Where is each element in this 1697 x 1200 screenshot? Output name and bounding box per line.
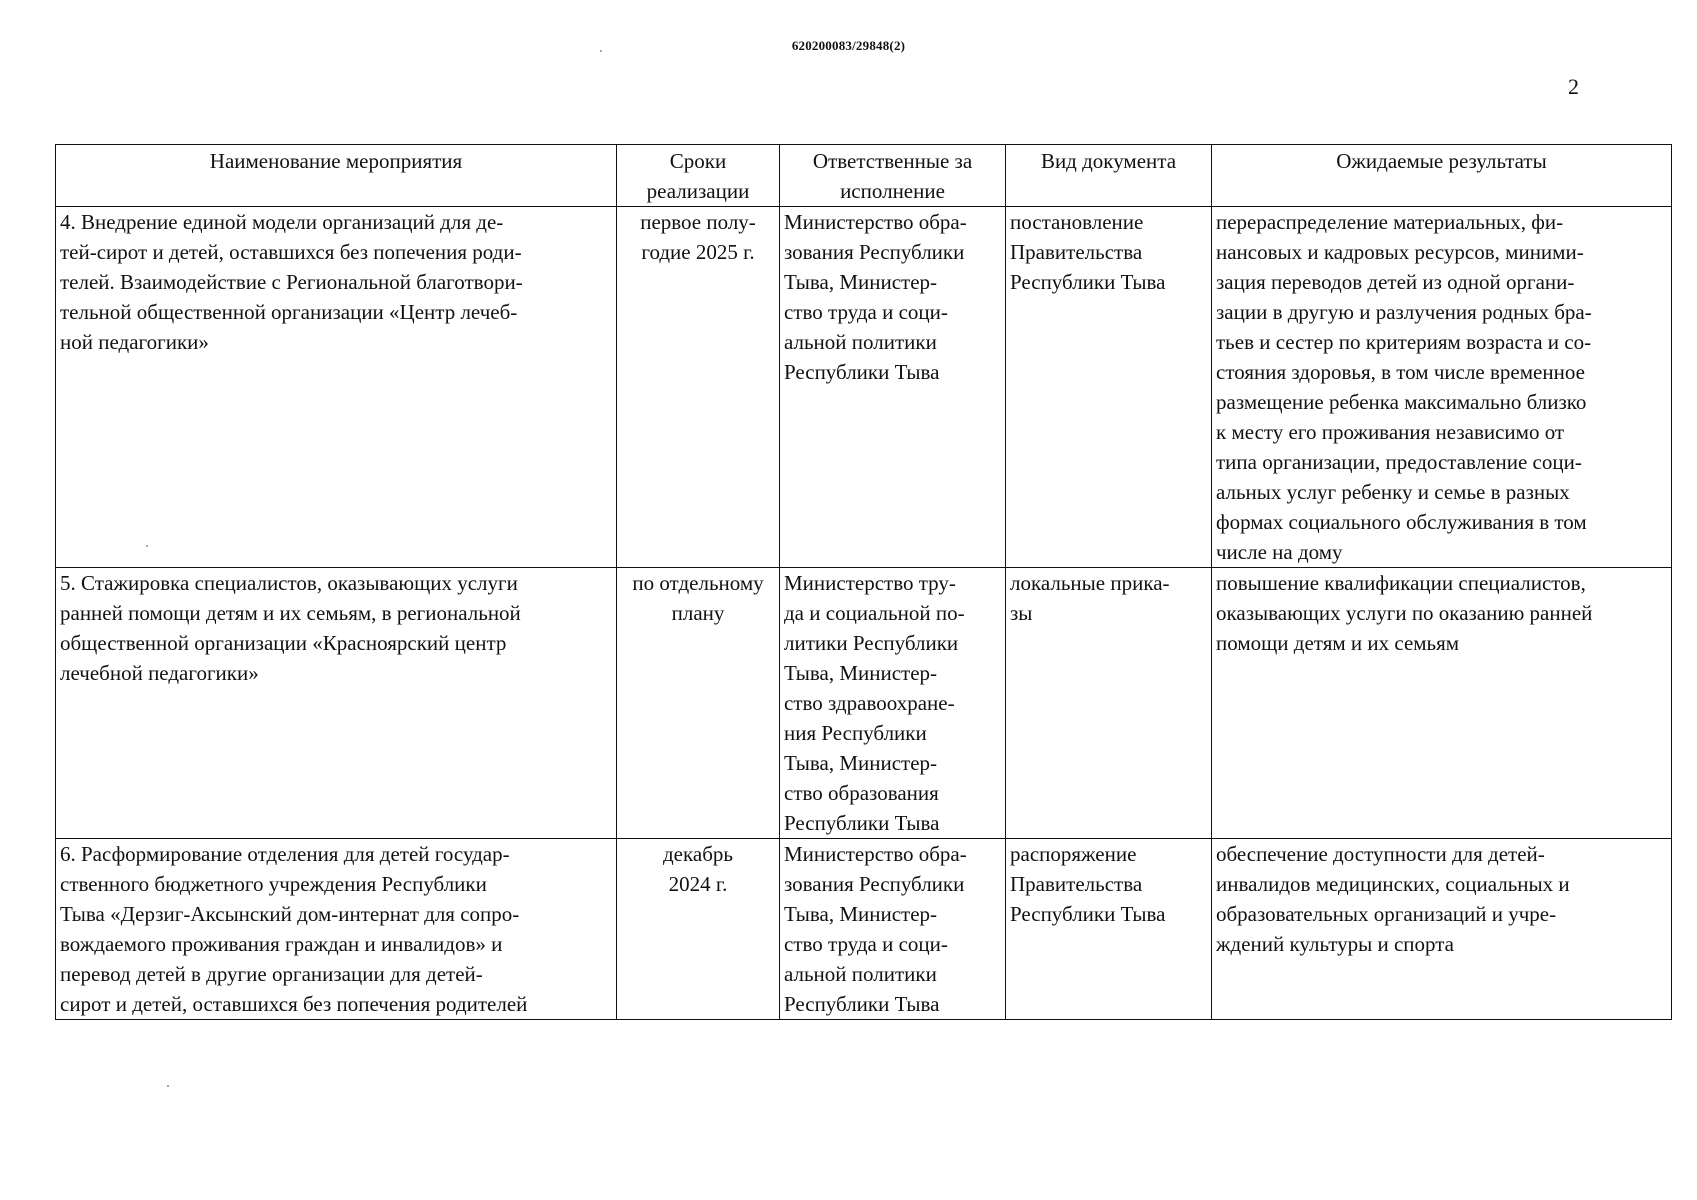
cell-text-line: Тыва, Министер- [784, 902, 938, 926]
cell-text-line: альной политики [784, 962, 937, 986]
cell-text-line: зования Республики [784, 240, 965, 264]
cell-text-line: лечебной педагогики» [60, 661, 259, 685]
cell-text-line: зации в другую и разлучения родных бра- [1216, 300, 1592, 324]
cell-text-line: 5. Стажировка специалистов, оказывающих услуги [60, 571, 518, 595]
results-cell [1212, 839, 1672, 1020]
cell-text-line: тей-сирот и детей, оставшихся без попечения роди- [60, 240, 522, 264]
cell-text-line: Ожидаемые результаты [1336, 149, 1547, 173]
cell-text-line: альных услуг ребенку и семье в разных [1216, 480, 1570, 504]
cell-text-line: ной педагогики» [60, 330, 209, 354]
cell-text-line: исполнение [840, 179, 945, 203]
results-cell [1212, 568, 1672, 839]
cell-text-line: литики Республики [784, 631, 959, 655]
cell-text-line: Республики Тыва [784, 811, 940, 835]
header-event [56, 145, 617, 207]
cell-text-line: ственного бюджетного учреждения Республики [60, 872, 487, 896]
cell-text-line: альной политики [784, 330, 937, 354]
cell-text-line: ждений культуры и спорта [1216, 932, 1455, 956]
header-doc-type [1006, 145, 1212, 207]
cell-text-line: Правительства [1010, 240, 1143, 264]
cell-text-line: формах социального обслуживания в том [1216, 510, 1587, 534]
cell-text-line: да и социальной по- [784, 601, 965, 625]
header-results [1212, 145, 1672, 207]
cell-text-line: Тыва, Министер- [784, 270, 938, 294]
cell-text-line: Министерство обра- [784, 210, 967, 234]
event-cell [56, 839, 617, 1020]
cell-text-line: 4. Внедрение единой модели организаций для де- [60, 210, 504, 234]
table-row [56, 568, 1672, 839]
scan-speck [167, 1085, 169, 1087]
cell-text-line: ство образования [784, 781, 939, 805]
cell-text-line: Республики Тыва [784, 992, 940, 1016]
table-body [56, 207, 1672, 1020]
cell-text-line: размещение ребенка максимально близко [1216, 390, 1587, 414]
table-row [56, 839, 1672, 1020]
cell-text-line: вождаемого проживания граждан и инвалидов» и [60, 932, 503, 956]
cell-text-line: повышение квалификации специалистов, [1216, 571, 1586, 595]
cell-text-line: Республики Тыва [1010, 902, 1166, 926]
cell-text-line: первое полу- [640, 210, 756, 234]
cell-text-line: реализации [646, 179, 750, 203]
cell-text-line: Вид документа [1040, 149, 1177, 173]
cell-text-line: общественной организации «Красноярский центр [60, 631, 507, 655]
cell-text-line: Тыва, Министер- [784, 751, 938, 775]
cell-text-line: ство здравоохране- [784, 691, 955, 715]
cell-text-line: стояния здоровья, в том числе временное [1216, 360, 1585, 384]
deadline-cell [617, 839, 780, 1020]
cell-text-line: тьев и сестер по критериям возраста и со- [1216, 330, 1592, 354]
doc-type-cell [1006, 568, 1212, 839]
event-cell [56, 568, 617, 839]
cell-text-line: ранней помощи детям и их семьям, в региональной [60, 601, 521, 625]
document-code: 620200083/29848(2) [791, 38, 906, 53]
cell-text-line: оказывающих услуги по оказанию ранней [1216, 601, 1593, 625]
cell-text-line: 2024 г. [668, 872, 728, 896]
deadline-cell [617, 568, 780, 839]
cell-text-line: Республики Тыва [1010, 270, 1166, 294]
cell-text-line: Наименование мероприятия [209, 149, 463, 173]
event-cell [56, 207, 617, 568]
cell-text-line: числе на дому [1216, 540, 1343, 564]
action-plan-table [55, 144, 1672, 1020]
page-number: 2 [1568, 74, 1579, 99]
cell-text-line: Тыва, Министер- [784, 661, 938, 685]
table-row [56, 207, 1672, 568]
cell-text-line: ния Республики [784, 721, 927, 745]
cell-text-line: годие 2025 г. [641, 240, 755, 264]
cell-text-line: по отдельному [632, 571, 764, 595]
cell-text-line: зация переводов детей из одной органи- [1216, 270, 1575, 294]
responsible-cell [780, 568, 1006, 839]
cell-text-line: ство труда и соци- [784, 300, 948, 324]
cell-text-line: Правительства [1010, 872, 1143, 896]
cell-text-line: к месту его проживания независимо от [1216, 420, 1565, 444]
responsible-cell [780, 207, 1006, 568]
cell-text-line: нансовых и кадровых ресурсов, миними- [1216, 240, 1584, 264]
cell-text-line: 6. Расформирование отделения для детей государ- [60, 842, 510, 866]
cell-text-line: перевод детей в другие организации для детей- [60, 962, 483, 986]
table-header-row [56, 145, 1672, 207]
cell-text-line: обеспечение доступности для детей- [1216, 842, 1545, 866]
cell-text-line: образовательных организаций и учре- [1216, 902, 1557, 926]
cell-text-line: типа организации, предоставление соци- [1216, 450, 1582, 474]
scan-speck [600, 50, 602, 52]
cell-text-line: постановление [1010, 210, 1144, 234]
cell-text-line: Министерство тру- [784, 571, 956, 595]
cell-text-line: декабрь [663, 842, 733, 866]
header-responsible [780, 145, 1006, 207]
cell-text-line: плану [671, 601, 725, 625]
doc-type-cell [1006, 839, 1212, 1020]
doc-type-cell [1006, 207, 1212, 568]
cell-text-line: Республики Тыва [784, 360, 940, 384]
cell-text-line: инвалидов медицинских, социальных и [1216, 872, 1570, 896]
header-deadline [617, 145, 780, 207]
scan-speck [146, 545, 148, 547]
cell-text-line: Ответственные за [812, 149, 973, 173]
cell-text-line: зования Республики [784, 872, 965, 896]
deadline-cell [617, 207, 780, 568]
results-cell [1212, 207, 1672, 568]
responsible-cell [780, 839, 1006, 1020]
cell-text-line: тельной общественной организации «Центр лечеб- [60, 300, 518, 324]
cell-text-line: ство труда и соци- [784, 932, 948, 956]
cell-text-line: Министерство обра- [784, 842, 967, 866]
cell-text-line: локальные прика- [1010, 571, 1170, 595]
cell-text-line: сирот и детей, оставшихся без попечения родителей [60, 992, 528, 1016]
cell-text-line: Тыва «Дерзиг-Аксынский дом-интернат для сопро- [60, 902, 520, 926]
cell-text-line: зы [1010, 601, 1033, 625]
cell-text-line: распоряжение [1010, 842, 1137, 866]
cell-text-line: Сроки [669, 149, 727, 173]
cell-text-line: перераспределение материальных, фи- [1216, 210, 1564, 234]
cell-text-line: помощи детям и их семьям [1216, 631, 1460, 655]
cell-text-line: телей. Взаимодействие с Региональной благотвори- [60, 270, 523, 294]
